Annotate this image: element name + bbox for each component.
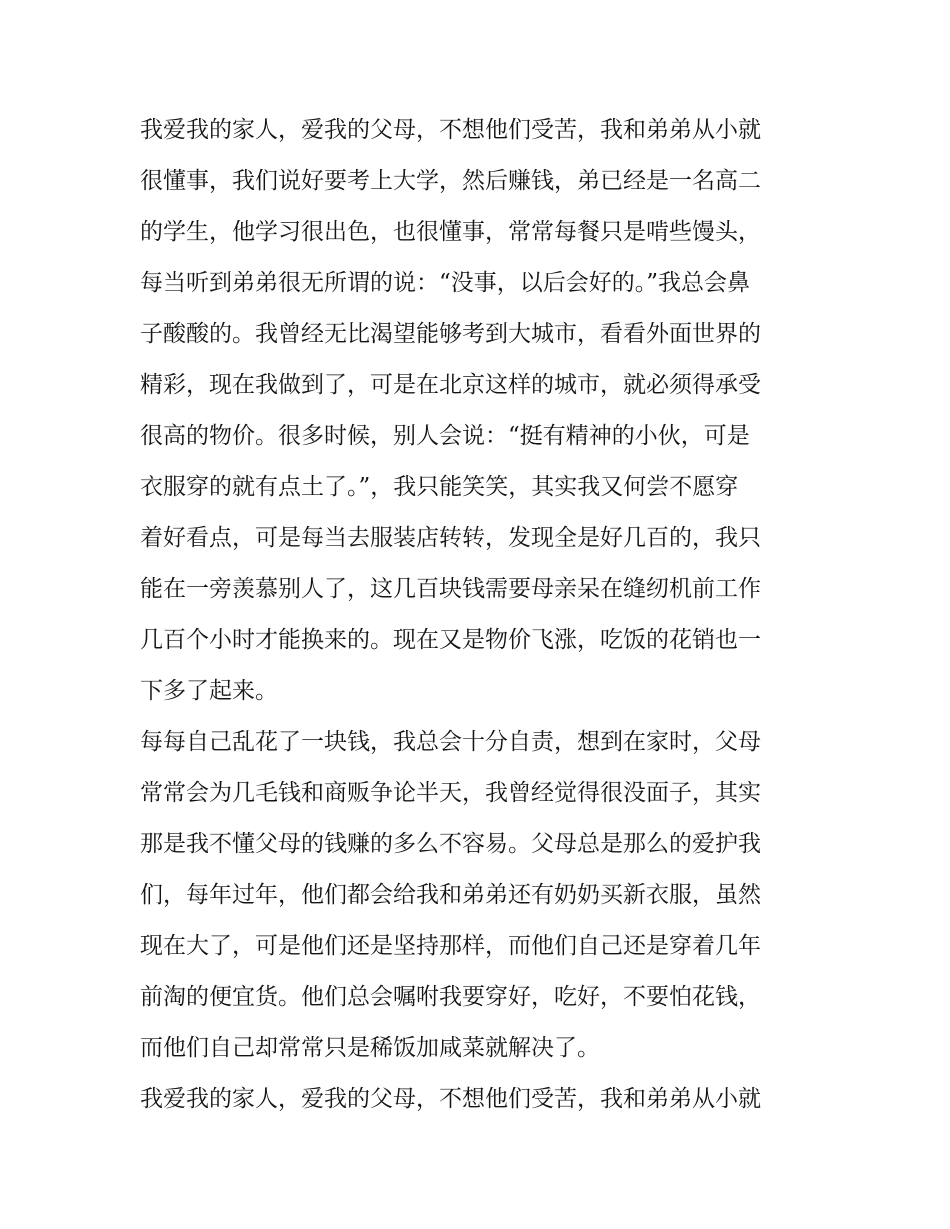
text-line: 们，每年过年，他们都会给我和弟弟还有奶奶买新衣服，虽然 [140, 882, 761, 908]
text-line: 能在一旁羡慕别人了，这几百块钱需要母亲呆在缝纫机前工作 [140, 576, 761, 602]
text-line: 常常会为几毛钱和商贩争论半天，我曾经觉得很没面子，其实 [140, 780, 761, 806]
text-line: 我爱我的家人，爱我的父母，不想他们受苦，我和弟弟从小就 [140, 1086, 761, 1112]
text-line: 着好看点，可是每当去服装店转转，发现全是好几百的，我只 [140, 525, 761, 551]
text-line: 几百个小时才能换来的。现在又是物价飞涨，吃饭的花销也一 [140, 627, 761, 653]
text-line: 而他们自己却常常只是稀饭加咸菜就解决了。 [140, 1035, 600, 1061]
text-line: 现在大了，可是他们还是坚持那样，而他们自己还是穿着几年 [140, 933, 761, 959]
document-body [140, 105, 820, 1125]
text-line: 很高的物价。很多时候，别人会说：“挺有精神的小伙，可是 [140, 423, 750, 449]
text-line: 那是我不懂父母的钱赚的多么不容易。父母总是那么的爱护我 [140, 831, 761, 857]
text-line: 下多了起来。 [140, 678, 278, 704]
text-line: 衣服穿的就有点土了。”，我只能笑笑，其实我又何尝不愿穿 [140, 474, 739, 500]
text-line: 的学生，他学习很出色，也很懂事，常常每餐只是啃些馒头， [140, 219, 761, 245]
text-line: 很懂事，我们说好要考上大学，然后赚钱，弟已经是一名高二 [140, 168, 761, 194]
text-line: 精彩，现在我做到了，可是在北京这样的城市，就必须得承受 [140, 372, 761, 398]
text-line: 子酸酸的。我曾经无比渴望能够考到大城市，看看外面世界的 [140, 321, 761, 347]
text-line: 每每自己乱花了一块钱，我总会十分自责，想到在家时，父母 [140, 729, 761, 755]
text-line: 我爱我的家人，爱我的父母，不想他们受苦，我和弟弟从小就 [140, 117, 761, 143]
text-line: 每当听到弟弟很无所谓的说：“没事，以后会好的。”我总会鼻 [140, 270, 751, 296]
text-line: 前淘的便宜货。他们总会嘱咐我要穿好，吃好，不要怕花钱， [140, 984, 761, 1010]
